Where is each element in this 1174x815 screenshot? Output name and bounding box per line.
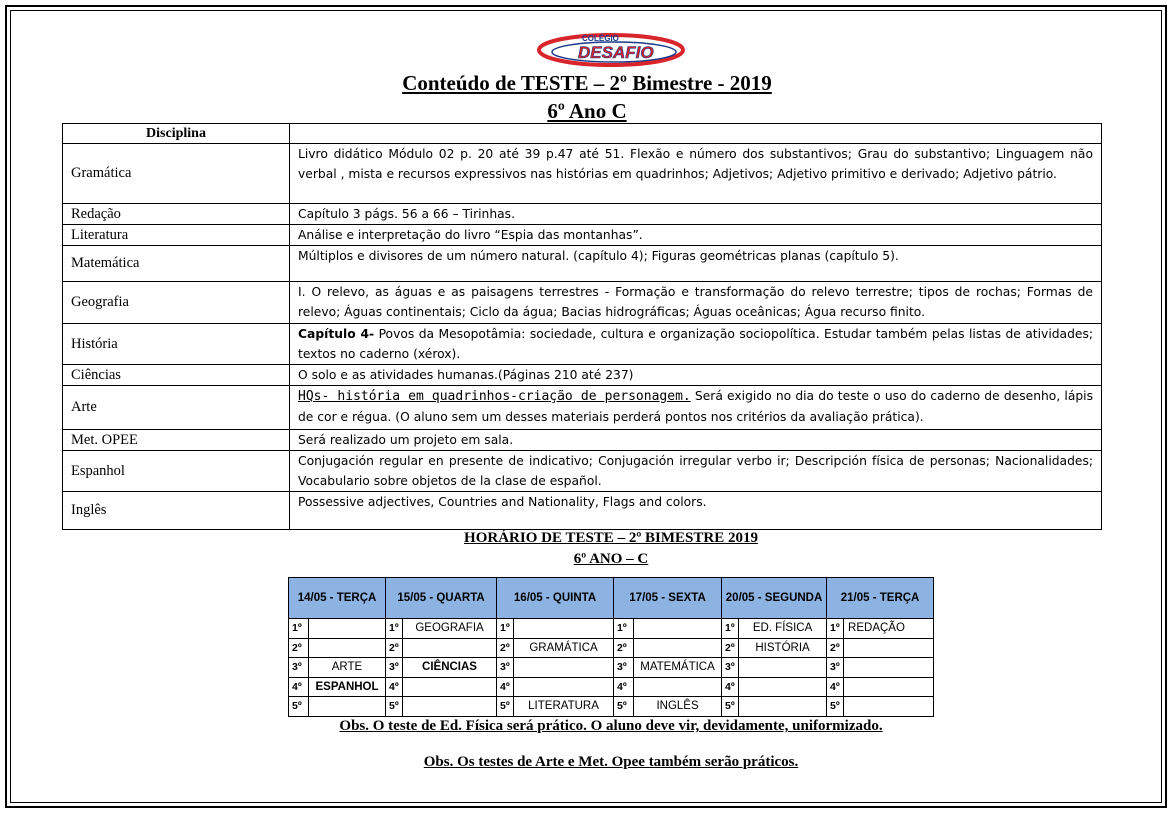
day-header: 15/05 - QUARTA <box>386 578 497 619</box>
schedule-subject <box>514 658 614 678</box>
table-row <box>63 386 1102 430</box>
schedule-subject <box>514 677 614 697</box>
schedule-title: HORÁRIO DE TESTE – 2º BIMESTRE 2019 <box>464 530 758 546</box>
schedule-subject: ESPANHOL <box>309 677 386 697</box>
period-number: 5º <box>386 697 403 717</box>
chapter-label: Capítulo 4- <box>298 327 375 341</box>
subject-cell: Met. OPEE <box>63 430 290 451</box>
subject-cell: História <box>63 324 290 365</box>
schedule-subject <box>844 697 934 717</box>
schedule-subject <box>634 677 722 697</box>
schedule-row <box>289 677 934 697</box>
subject-cell: Matemática <box>63 246 290 282</box>
period-number: 2º <box>614 638 634 658</box>
schedule-row <box>289 619 934 639</box>
schedule-subject: REDAÇÃO <box>844 619 934 639</box>
school-logo <box>536 28 686 68</box>
table-row <box>63 365 1102 386</box>
schedule-subject: ARTE <box>309 658 386 678</box>
period-number: 4º <box>497 677 514 697</box>
content-header <box>290 124 1102 144</box>
period-number: 2º <box>722 638 739 658</box>
schedule-subject <box>403 697 497 717</box>
content-text: Povos da Mesopotâmia: sociedade, cultura e organização sociopolítica. Estudar também pelas listas de atividades; textos no caderno (xérox). <box>298 327 1094 361</box>
period-number: 4º <box>614 677 634 697</box>
schedule-subject <box>309 697 386 717</box>
period-number: 3º <box>827 658 844 678</box>
schedule-subject: INGLÊS <box>634 697 722 717</box>
schedule-subject <box>634 619 722 639</box>
content-cell: O solo e as atividades humanas.(Páginas 210 até 237) <box>290 365 1102 386</box>
schedule-subject <box>309 638 386 658</box>
schedule-subject <box>739 677 827 697</box>
schedule-subject <box>634 638 722 658</box>
schedule-subject <box>739 658 827 678</box>
table-row <box>63 246 1102 282</box>
content-cell: Múltiplos e divisores de um número natural. (capítulo 4); Figuras geométricas planas (capítulo 5). <box>290 246 1102 282</box>
content-cell: Capítulo 3 págs. 56 a 66 – Tirinhas. <box>290 204 1102 225</box>
subject-cell: Inglês <box>63 492 290 530</box>
period-number: 5º <box>289 697 309 717</box>
schedule-subject: ED. FÍSICA <box>739 619 827 639</box>
period-number: 3º <box>722 658 739 678</box>
table-row <box>63 430 1102 451</box>
schedule-subject: GRAMÁTICA <box>514 638 614 658</box>
period-number: 5º <box>614 697 634 717</box>
period-number: 2º <box>497 638 514 658</box>
schedule-subject: HISTÓRIA <box>739 638 827 658</box>
table-row <box>63 225 1102 246</box>
day-header: 14/05 - TERÇA <box>289 578 386 619</box>
page-title: Conteúdo de TESTE – 2º Bimestre - 2019 <box>402 71 772 95</box>
note-physical-ed: Obs. O teste de Ed. Física será prático. O aluno deve vir, devidamente, uniformizado. <box>339 718 883 734</box>
content-table <box>62 123 1102 530</box>
schedule-subject <box>844 638 934 658</box>
period-number: 3º <box>614 658 634 678</box>
subject-cell: Literatura <box>63 225 290 246</box>
content-table-header <box>63 124 1102 144</box>
period-number: 4º <box>289 677 309 697</box>
period-number: 4º <box>827 677 844 697</box>
schedule-row <box>289 638 934 658</box>
content-cell: Análise e interpretação do livro “Espia das montanhas”. <box>290 225 1102 246</box>
schedule-class: 6º ANO – C <box>573 551 649 567</box>
period-number: 5º <box>497 697 514 717</box>
content-cell: Possessive adjectives, Countries and Nationality, Flags and colors. <box>290 492 1102 530</box>
content-cell <box>290 386 1102 430</box>
content-text: Será exigido no dia do teste o uso do caderno de desenho, lápis de cor e régua. (O aluno sem um desses materiais perderá pontos nos critérios da avaliação prática). <box>298 389 1093 424</box>
logo-top-text: COLÉGIO <box>582 34 619 43</box>
hq-topic: HQs- história em quadrinhos-criação de personagem. <box>298 389 691 404</box>
logo-main-text: DESAFIO <box>578 43 654 62</box>
subject-cell: Redação <box>63 204 290 225</box>
discipline-header: Disciplina <box>63 124 290 144</box>
schedule-row <box>289 697 934 717</box>
period-number: 1º <box>827 619 844 639</box>
schedule-subject: LITERATURA <box>514 697 614 717</box>
schedule-subject: GEOGRAFIA <box>403 619 497 639</box>
content-cell: Livro didático Módulo 02 p. 20 até 39 p.47 até 51. Flexão e número dos substantivos; Grau do substantivo; Linguagem não verbal , mista e recursos expressivos nas histórias em quadrinhos; Adjetivos; Adjetivo primitivo e derivado; Adjetivo pátrio. <box>290 144 1102 204</box>
schedule-subject <box>309 619 386 639</box>
schedule-row <box>289 658 934 678</box>
content-cell <box>290 324 1102 365</box>
class-title: 6º Ano C <box>547 99 627 123</box>
period-number: 2º <box>386 638 403 658</box>
period-number: 4º <box>722 677 739 697</box>
schedule-subject: MATEMÁTICA <box>634 658 722 678</box>
schedule-subject <box>844 677 934 697</box>
period-number: 5º <box>722 697 739 717</box>
table-row <box>63 282 1102 324</box>
subject-cell: Ciências <box>63 365 290 386</box>
schedule-subject <box>403 638 497 658</box>
content-cell: I. O relevo, as águas e as paisagens terrestres - Formação e transformação do relevo terrestre; tipos de rochas; Formas de relevo; Águas continentais; Ciclo da água; Bacias hidrográficas; Águas oceânicas; Água recurso finito. <box>290 282 1102 324</box>
period-number: 1º <box>289 619 309 639</box>
schedule-subject <box>514 619 614 639</box>
table-row <box>63 492 1102 530</box>
subject-cell: Geografia <box>63 282 290 324</box>
period-number: 2º <box>289 638 309 658</box>
schedule-subject <box>403 677 497 697</box>
day-header: 20/05 - SEGUNDA <box>722 578 827 619</box>
schedule-header-row <box>289 578 934 619</box>
period-number: 4º <box>386 677 403 697</box>
period-number: 1º <box>722 619 739 639</box>
period-number: 3º <box>386 658 403 678</box>
table-row <box>63 144 1102 204</box>
subject-cell: Arte <box>63 386 290 430</box>
content-cell: Conjugación regular en presente de indicativo; Conjugación irregular verbo ir; Descripción física de personas; Nacionalidades; Vocabulario sobre objetos de la clase de español. <box>290 451 1102 492</box>
period-number: 1º <box>497 619 514 639</box>
day-header: 17/05 - SEXTA <box>614 578 722 619</box>
period-number: 3º <box>289 658 309 678</box>
period-number: 1º <box>386 619 403 639</box>
period-number: 2º <box>827 638 844 658</box>
table-row <box>63 204 1102 225</box>
period-number: 5º <box>827 697 844 717</box>
period-number: 1º <box>614 619 634 639</box>
subject-cell: Espanhol <box>63 451 290 492</box>
table-row <box>63 451 1102 492</box>
schedule-subject <box>844 658 934 678</box>
subject-cell: Gramática <box>63 144 290 204</box>
schedule-subject <box>739 697 827 717</box>
day-header: 16/05 - QUINTA <box>497 578 614 619</box>
schedule-table <box>288 577 934 717</box>
table-row <box>63 324 1102 365</box>
day-header: 21/05 - TERÇA <box>827 578 934 619</box>
note-practical-tests: Obs. Os testes de Arte e Met. Opee também serão práticos. <box>423 754 799 770</box>
content-cell: Será realizado um projeto em sala. <box>290 430 1102 451</box>
period-number: 3º <box>497 658 514 678</box>
schedule-subject: CIÊNCIAS <box>403 658 497 678</box>
